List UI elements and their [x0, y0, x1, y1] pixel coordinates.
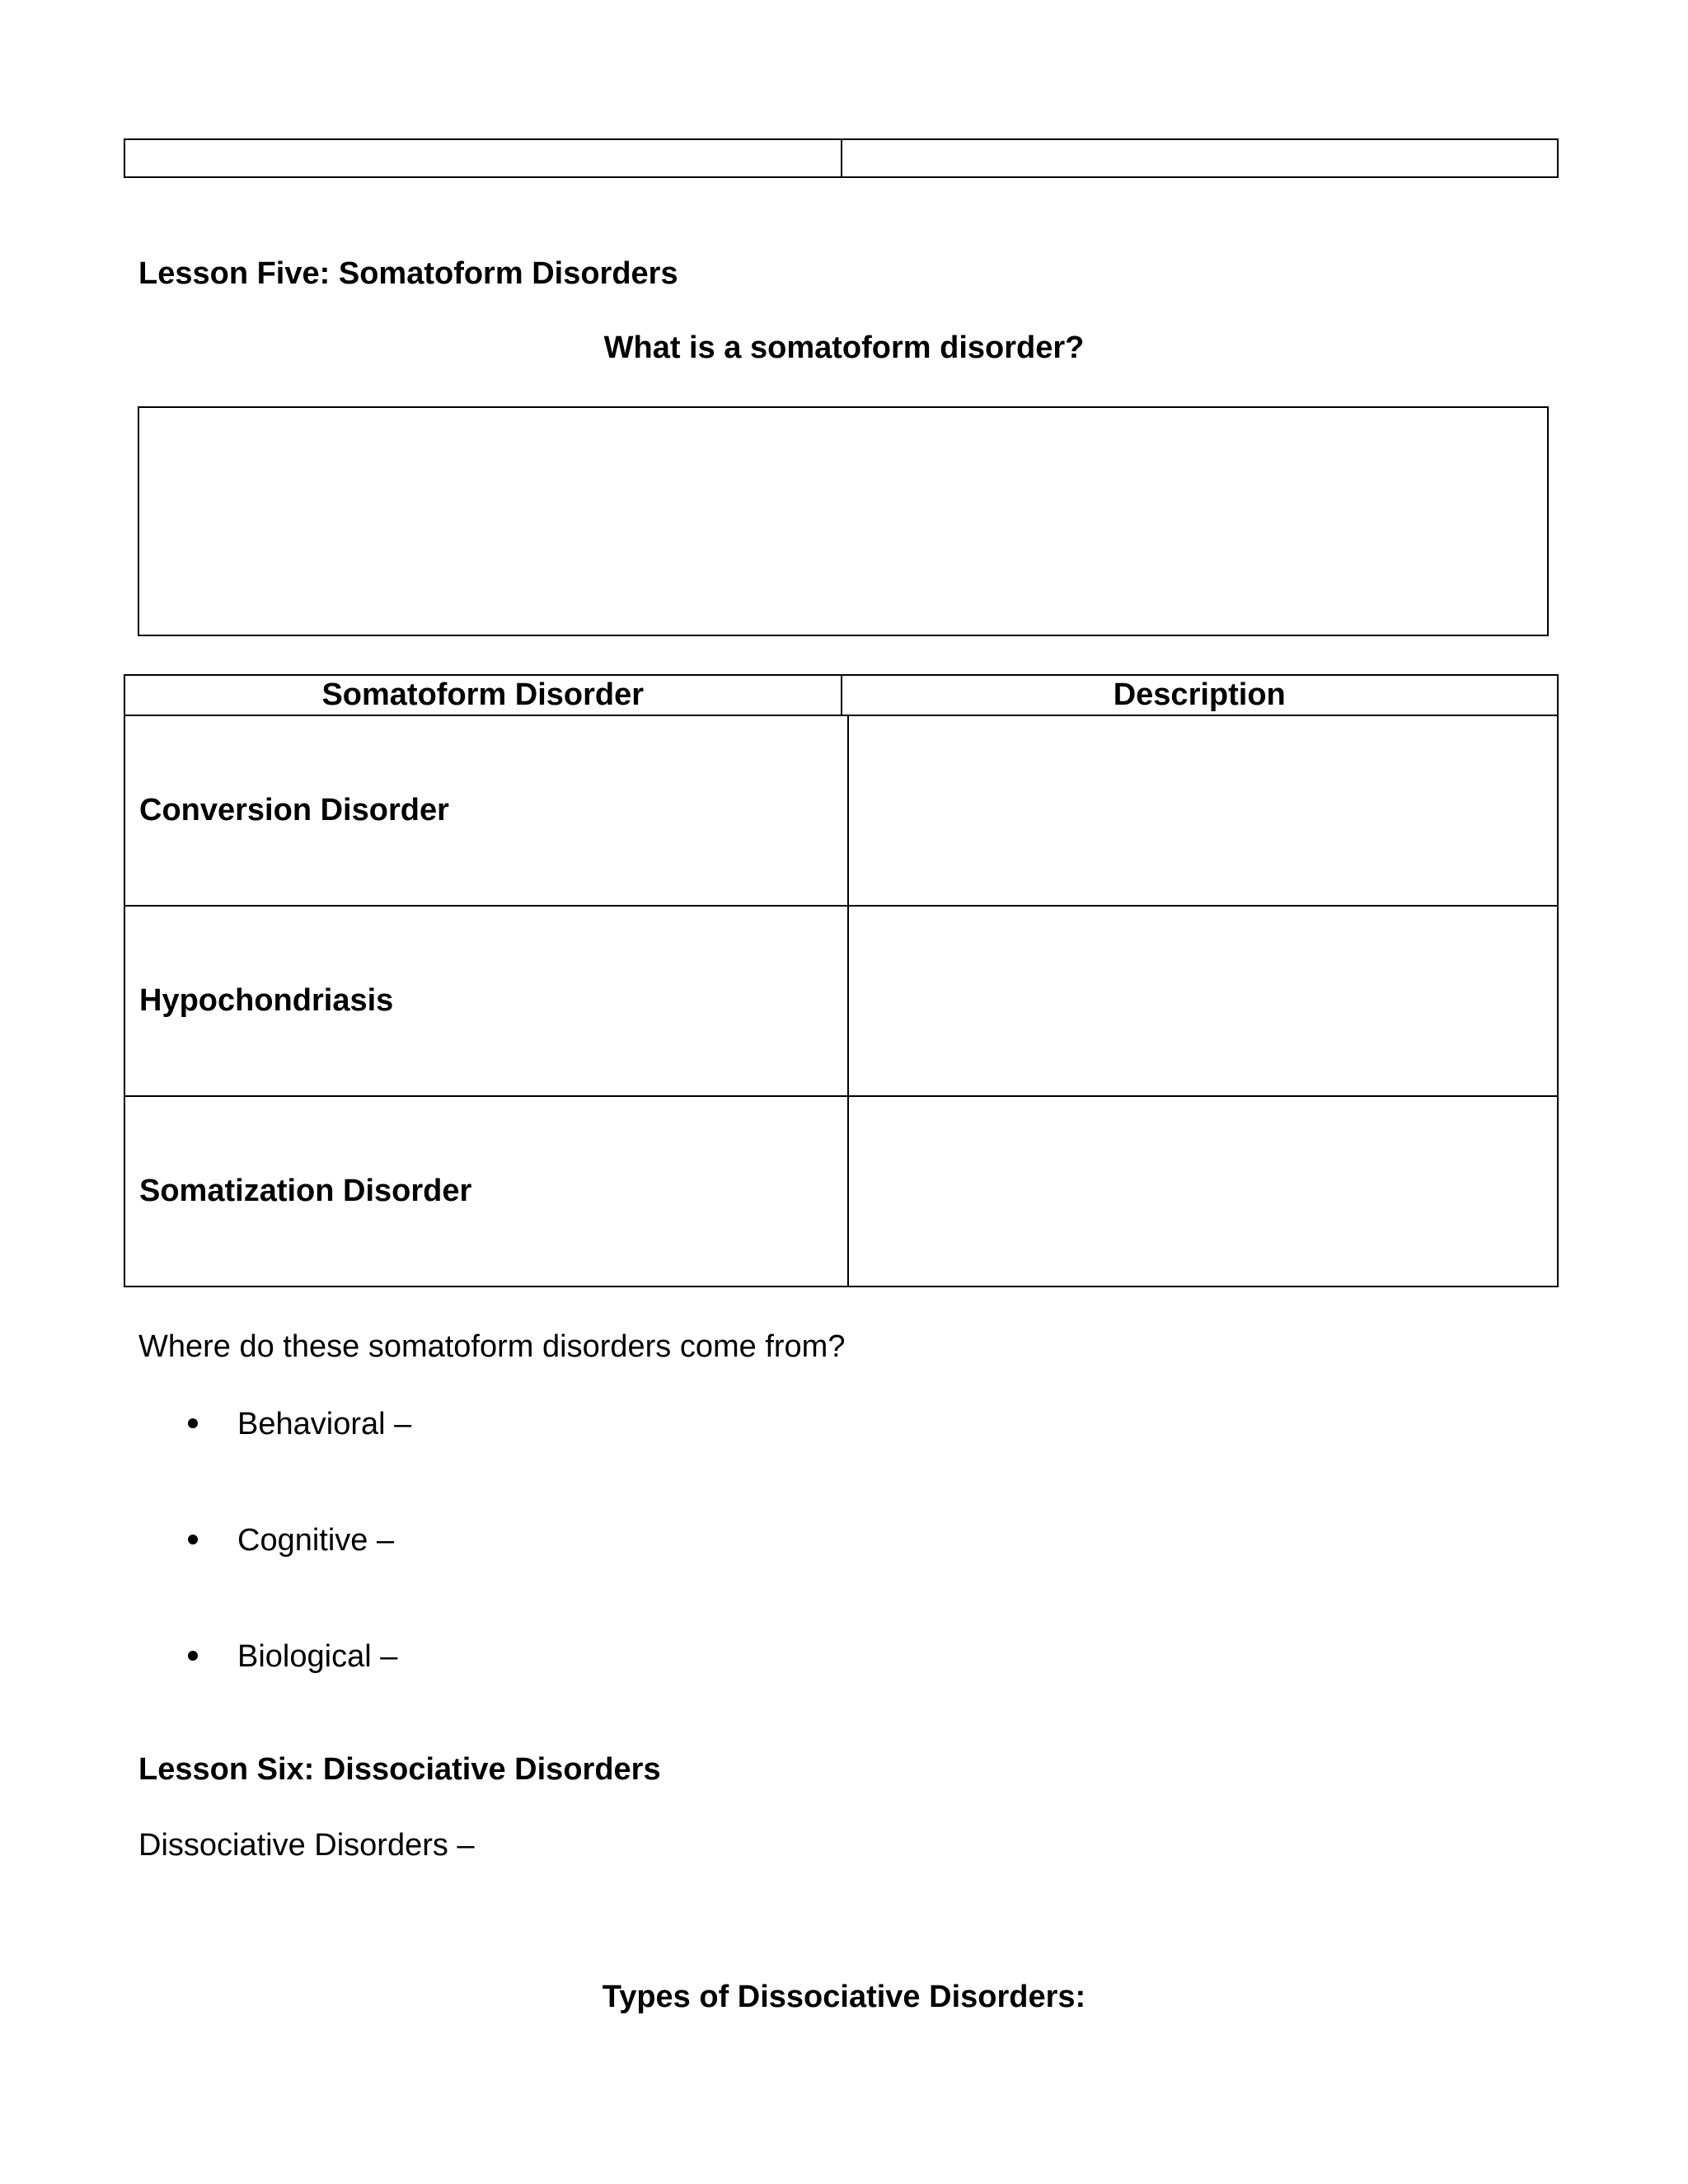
disorder-name: Conversion Disorder	[139, 793, 449, 827]
origin-label: Behavioral –	[237, 1407, 412, 1441]
table-row	[125, 905, 1557, 1095]
dissociative-definition-prompt: Dissociative Disorders –	[138, 1828, 475, 1863]
lesson-five-title: Lesson Five: Somatoform Disorders	[138, 256, 678, 291]
types-heading: Types of Dissociative Disorders:	[602, 1980, 1086, 2014]
table-header-row	[125, 676, 1557, 715]
description-cell[interactable]	[847, 716, 1557, 905]
bullet-icon	[188, 1651, 198, 1661]
bullet-icon	[188, 1418, 198, 1428]
header-description: Description	[841, 676, 1558, 715]
header-somatoform-disorder: Somatoform Disorder	[321, 677, 645, 712]
somatoform-question: What is a somatoform disorder?	[603, 330, 1085, 365]
description-cell[interactable]	[847, 1097, 1557, 1286]
table-row	[125, 715, 1557, 905]
bullet-icon	[188, 1535, 198, 1544]
top-blank-table	[124, 138, 1559, 178]
disorder-name: Hypochondriasis	[139, 983, 394, 1018]
top-blank-cell-left[interactable]	[125, 140, 841, 176]
disorder-name: Somatization Disorder	[139, 1174, 472, 1208]
origins-question: Where do these somatoform disorders come from?	[138, 1329, 846, 1364]
somatoform-answer-box[interactable]	[138, 406, 1549, 636]
origin-label: Biological –	[237, 1639, 398, 1674]
lesson-six-title: Lesson Six: Dissociative Disorders	[138, 1752, 661, 1787]
somatoform-table	[124, 674, 1559, 1287]
description-cell[interactable]	[847, 907, 1557, 1095]
top-blank-cell-right[interactable]	[841, 140, 1558, 176]
origin-label: Cognitive –	[237, 1523, 395, 1558]
table-row	[125, 1095, 1557, 1286]
